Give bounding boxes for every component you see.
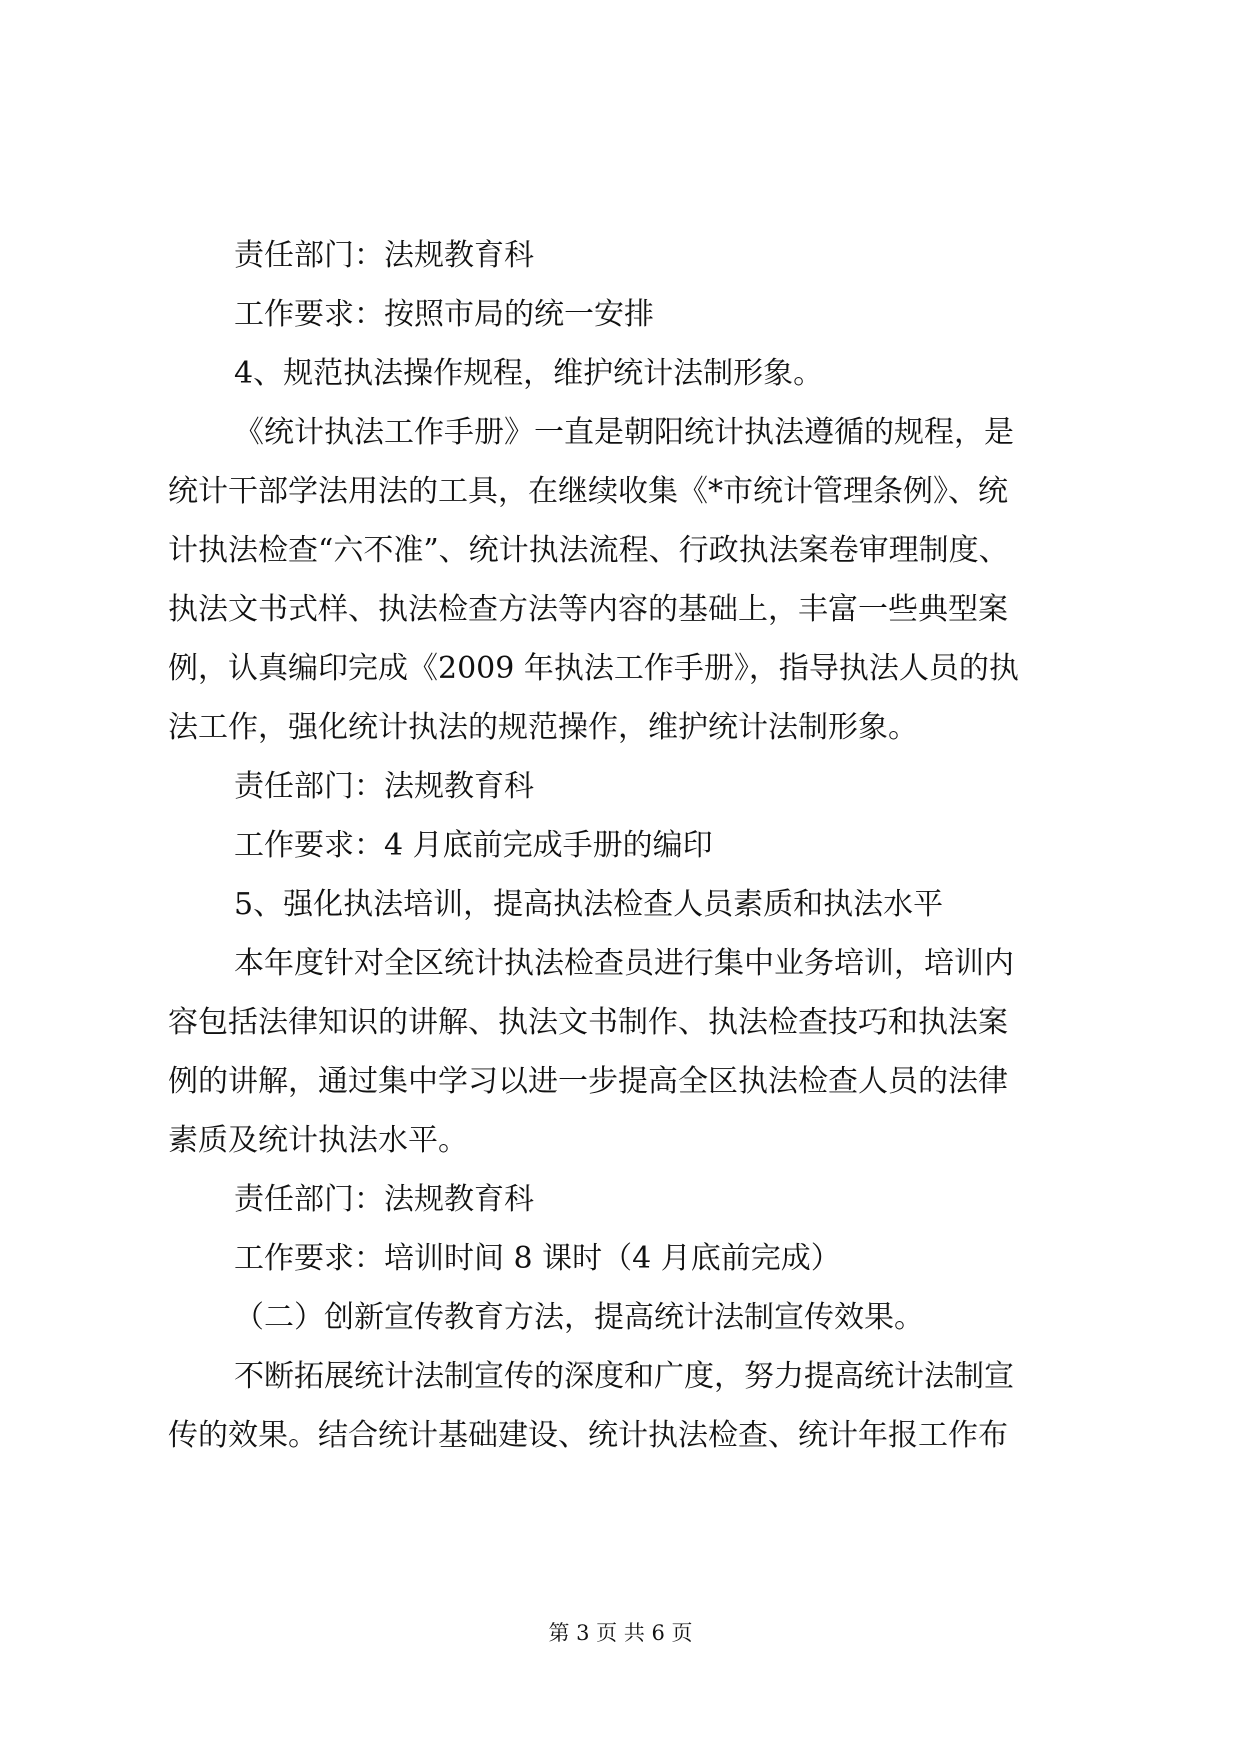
text-line: 不断拓展统计法制宣传的深度和广度，努力提高统计法制宣 — [234, 1359, 1014, 1394]
text-line: 工作要求：4 月底前完成手册的编印 — [234, 828, 713, 863]
text-line: 本年度针对全区统计执法检查员进行集中业务培训，培训内 — [234, 946, 1014, 981]
text-line: 法工作，强化统计执法的规范操作，维护统计法制形象。 — [168, 710, 918, 745]
document-body — [168, 226, 1080, 1465]
text-line: 责任部门：法规教育科 — [234, 1182, 534, 1217]
text-line: 工作要求：培训时间 8 课时（4 月底前完成） — [234, 1241, 841, 1276]
text-line: 例，认真编印完成《2009 年执法工作手册》，指导执法人员的执 — [168, 651, 1019, 686]
section-heading: 4、规范执法操作规程，维护统计法制形象。 — [234, 356, 824, 391]
text-line: 《统计执法工作手册》一直是朝阳统计执法遵循的规程，是 — [234, 415, 1014, 450]
text-line: 例的讲解，通过集中学习以进一步提高全区执法检查人员的法律 — [168, 1064, 1008, 1099]
text-line: 传的效果。结合统计基础建设、统计执法检查、统计年报工作布 — [168, 1418, 1008, 1453]
text-line: 工作要求：按照市局的统一安排 — [234, 297, 654, 332]
text-line: 计执法检查“六不准”、统计执法流程、行政执法案卷审理制度、 — [168, 533, 1009, 568]
text-line: 责任部门：法规教育科 — [234, 769, 534, 804]
page-number-footer: 第 3 页 共 6 页 — [548, 1621, 693, 1645]
section-heading: （二）创新宣传教育方法，提高统计法制宣传效果。 — [234, 1300, 924, 1335]
text-line: 素质及统计执法水平。 — [168, 1123, 468, 1158]
section-heading: 5、强化执法培训，提高执法检查人员素质和执法水平 — [234, 887, 944, 922]
text-line: 容包括法律知识的讲解、执法文书制作、执法检查技巧和执法案 — [168, 1005, 1008, 1040]
text-line: 执法文书式样、执法检查方法等内容的基础上，丰富一些典型案 — [168, 592, 1008, 627]
text-line: 责任部门：法规教育科 — [234, 238, 534, 273]
text-line: 统计干部学法用法的工具，在继续收集《*市统计管理条例》、统 — [168, 474, 1008, 509]
